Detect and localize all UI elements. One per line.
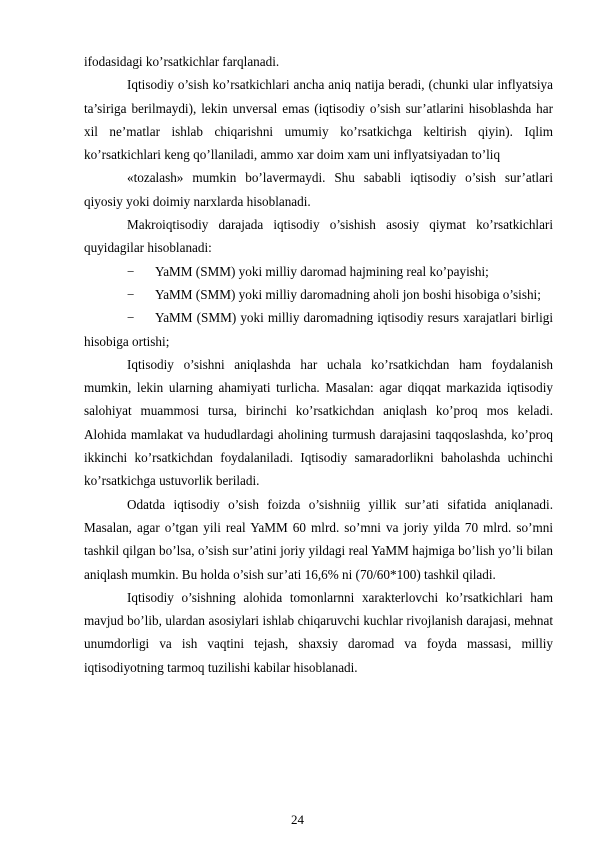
paragraph-growth-indicators: Iqtisodiy o’sish ko’rsatkichlari ancha aniq natija beradi, (chunki ular inflyatsiya ta’siriga berilmaydi), lekin unversal emas (iqtisodiy o’sish sur’atlarini hisoblashda har xil ne’matlar ishlab chiqarishni umumiy ko’rsatkichga keltirish qiyin). Iqlim ko’rsatkichlari keng qo’llaniladi, ammo хar doim xam uni inflyatsiyadan to’liq bbox=[84, 77, 553, 163]
paragraph-cleaning: «tozalash» mumkin bo’lavermaydi. Shu sababli iqtisodiy o’sish sur’atlari qiyosiy yoki doimiy narxlarda hisoblanadi. bbox=[84, 170, 553, 209]
list-item-text: YaMM (SMM) yoki milliy daromad hajmining real ko’payishi; bbox=[155, 263, 489, 279]
list-item-text: YaMM (SMM) yoki milliy daromadning aholi jon boshi hisobiga o’sishi; bbox=[155, 286, 541, 302]
list-marker: − bbox=[127, 263, 135, 279]
list-marker: − bbox=[127, 286, 135, 302]
document-page bbox=[84, 50, 553, 679]
page-number: 24 bbox=[291, 812, 304, 827]
paragraph-growth-rate-example: Odatda iqtisodiy o’sish foizda o’sishniig yillik sur’ati sifatida aniqlanadi. Masalan, agar o’tgan yili real YaMM 60 mlrd. so’mni va joriy yilda 70 mlrd. so’mni tashkil qilgan bo’lsa, o’sish sur’atini joriy yildagi real YaMM hajmiga bo’lish yo’li bilan aniqlash mumkin. Bu holda o’sish sur’ati 16,6% ni (70/60*100) tashkil qiladi. bbox=[84, 496, 553, 582]
list-item bbox=[84, 306, 553, 353]
list-item-text: YaMM (SMM) yoki milliy daromadning iqtisodiy resurs xarajatlari birligi hisobiga ortishi; bbox=[84, 310, 553, 349]
paragraph-indicator-usage: Iqtisodiy o’sishni aniqlashda har uchala ko’rsatkichdan ham foydalanish mumkin, lekin ularning ahamiyati turlicha. Masalan: agar diqqat markazida iqtisodiy salohiyat muammosi tursa, birinchi ko’rsatkichdan aniqlash ko’proq mos keladi. Alohida mamlakat va hududlardagi aholining turmush darajasini taqqoslashda, ko’proq ikkinchi ko’rsatkichdan foydalaniladi. Iqtisodiy samaradorlikni baholashda uchinchi ko’rsatkichga ustuvorlik beriladi. bbox=[84, 356, 553, 489]
list-item bbox=[84, 283, 553, 306]
paragraph-macro-indicators: Makroiqtisodiy darajada iqtisodiy o’sishish asosiy qiymat ko’rsatkichlari quyidagilar hisoblanadi: bbox=[84, 217, 553, 256]
paragraph-continuation: ifodasidagi ko’rsatkichlar farqlanadi. bbox=[84, 54, 280, 69]
paragraph-other-indicators: Iqtisodiy o’sishning alohida tomonlarnni xarakterlovchi ko’rsatkichlari ham mavjud bo’lib, ulardan asosiylari ishlab chiqaruvchi kuchlar rivojlanish darajasi, mehnat unumdorligi va ish vaqtini tejash, shaxsiy daromad va foyda massasi, milliy iqtisodiyotning tarmoq tuzilishi kabilar hisoblanadi. bbox=[84, 589, 553, 675]
list-marker: − bbox=[127, 310, 135, 326]
list-item bbox=[84, 260, 553, 283]
